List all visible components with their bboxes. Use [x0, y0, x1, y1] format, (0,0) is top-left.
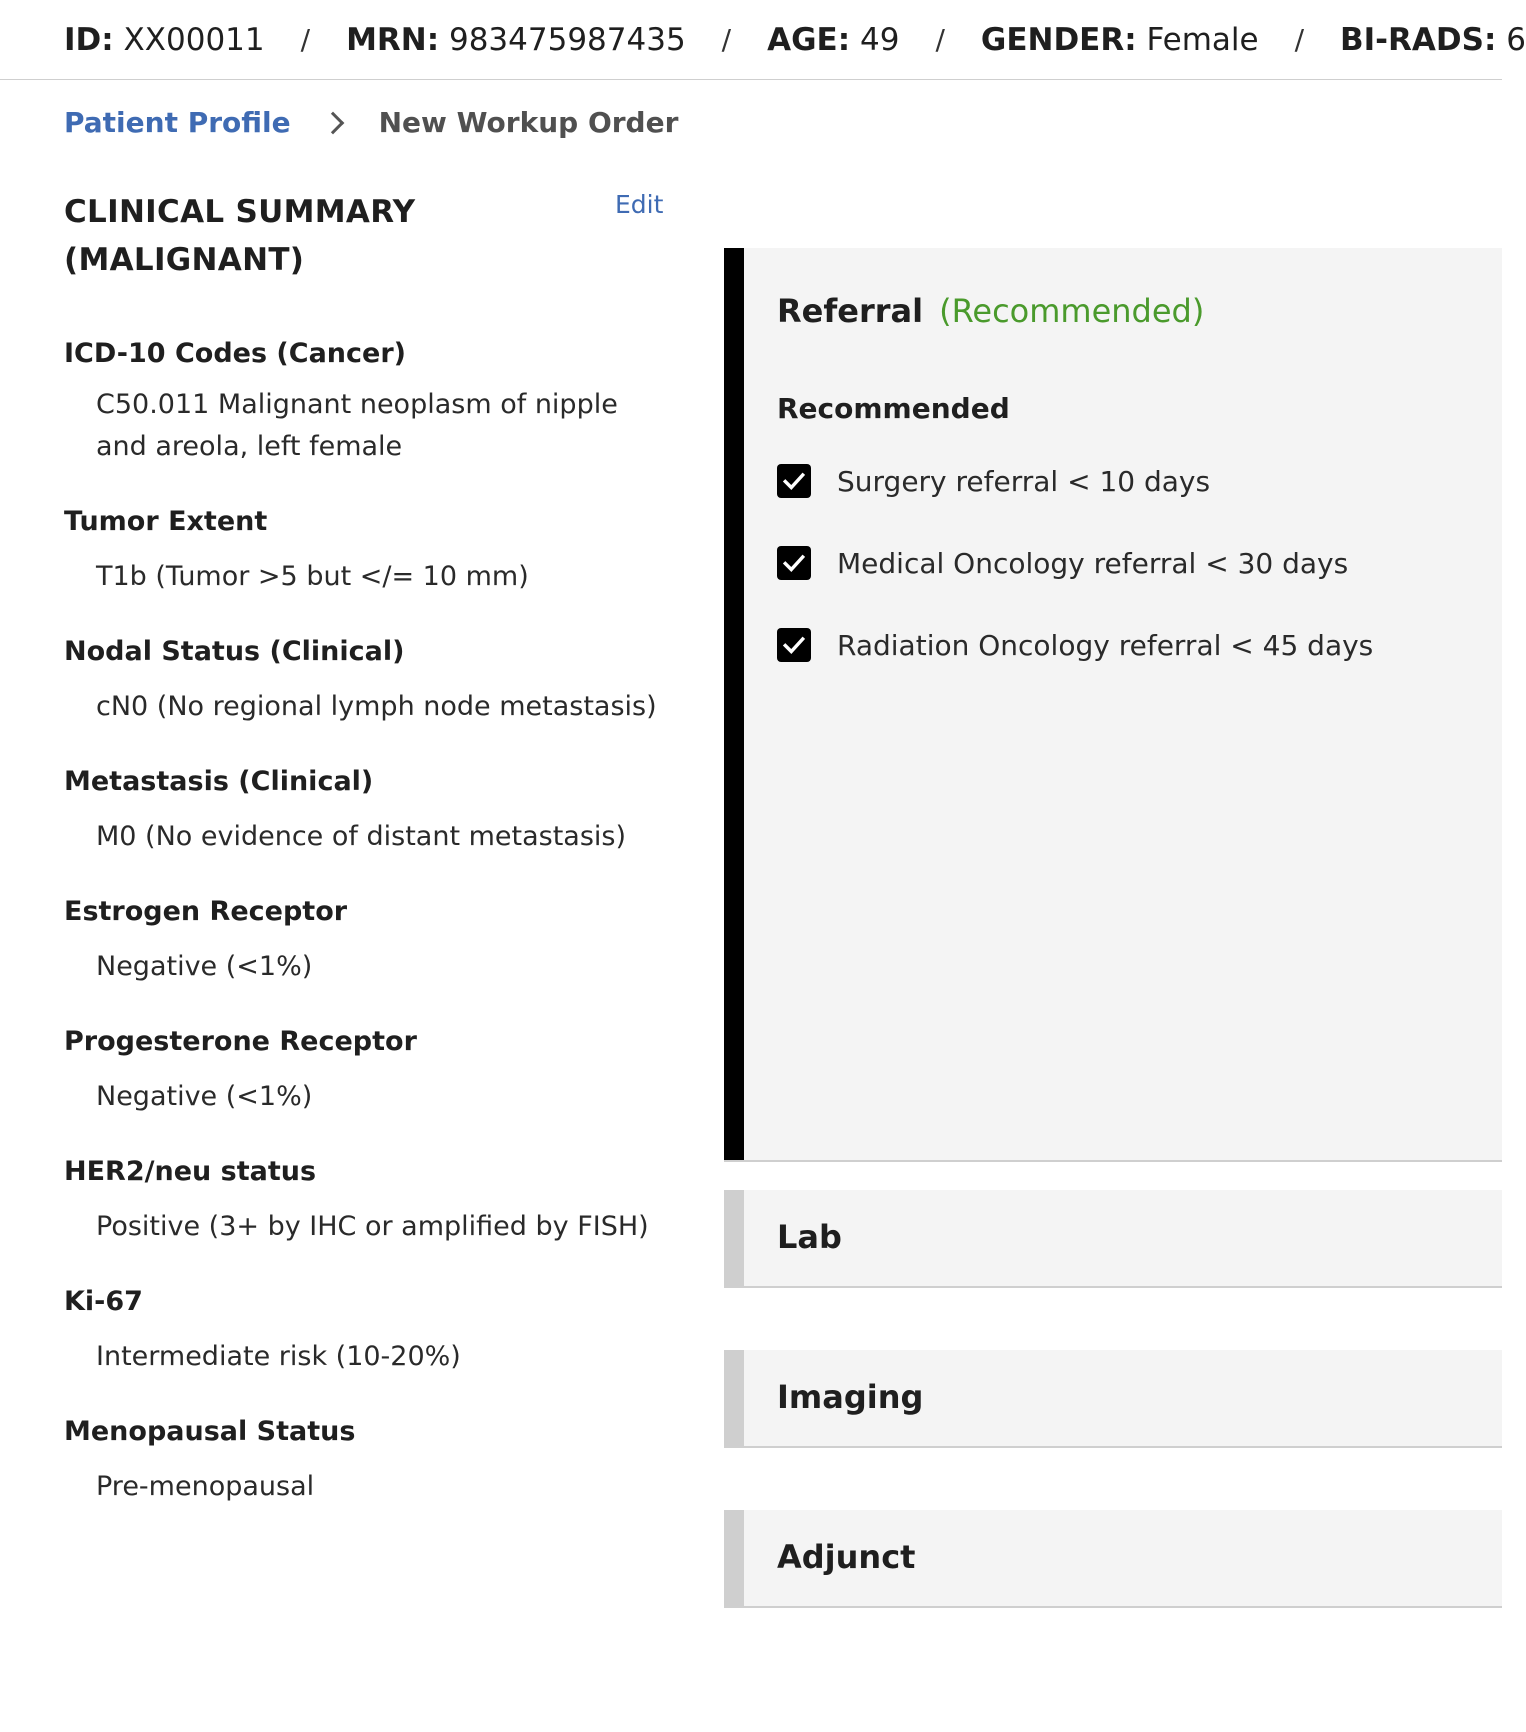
field-value: Negative (<1%) — [96, 1081, 313, 1112]
patient-id: ID: XX00011 — [64, 21, 265, 58]
checkbox-label: Medical Oncology referral < 30 days — [837, 546, 1349, 580]
summary-field-progesterone-receptor — [64, 1022, 672, 1118]
field-label: Ki-67 — [64, 1286, 143, 1317]
header-separator: / — [1294, 23, 1305, 56]
panel-bar — [724, 1190, 744, 1286]
imaging-panel-title[interactable]: Imaging — [777, 1378, 924, 1416]
checkbox-checked-icon[interactable] — [777, 628, 811, 662]
checkbox-label: Surgery referral < 10 days — [837, 464, 1211, 498]
summary-field-menopausal-status — [64, 1412, 672, 1508]
lab-panel[interactable] — [724, 1190, 1502, 1288]
field-label: ICD-10 Codes (Cancer) — [64, 338, 406, 369]
field-label: Metastasis (Clinical) — [64, 766, 374, 797]
summary-field-estrogen-receptor — [64, 892, 672, 988]
chevron-right-icon — [321, 111, 344, 134]
medical-oncology-referral-option[interactable] — [777, 546, 1348, 580]
summary-field-metastasis — [64, 762, 672, 858]
summary-field-tumor-extent — [64, 502, 672, 598]
field-label: Progesterone Receptor — [64, 1026, 417, 1057]
clinical-summary — [64, 188, 672, 1508]
field-value: Pre-menopausal — [96, 1471, 315, 1502]
imaging-panel[interactable] — [724, 1350, 1502, 1448]
edit-summary-link[interactable]: Edit — [615, 190, 664, 219]
field-value: Negative (<1%) — [96, 951, 313, 982]
field-value: cN0 (No regional lymph node metastasis) — [96, 691, 657, 722]
panel-bar — [724, 1510, 744, 1606]
checkbox-checked-icon[interactable] — [777, 546, 811, 580]
patient-header — [0, 0, 1526, 80]
field-value: Positive (3+ by IHC or amplified by FISH) — [96, 1211, 649, 1242]
patient-birads: BI-RADS: 6 — [1340, 21, 1526, 58]
surgery-referral-option[interactable] — [777, 464, 1210, 498]
checkbox-checked-icon[interactable] — [777, 464, 811, 498]
breadcrumb — [64, 106, 678, 139]
breadcrumb-current: New Workup Order — [378, 106, 679, 139]
field-value: T1b (Tumor >5 but </= 10 mm) — [96, 561, 529, 592]
field-value: M0 (No evidence of distant metastasis) — [96, 821, 627, 852]
field-label: Menopausal Status — [64, 1416, 356, 1447]
field-value: C50.011 Malignant neoplasm of nipple and areola, left female — [96, 389, 618, 462]
patient-age: AGE: 49 — [767, 21, 900, 58]
summary-field-nodal-status — [64, 632, 672, 728]
panel-bar — [724, 1350, 744, 1446]
referral-panel-title[interactable]: Referral (Recommended) — [777, 292, 1205, 330]
panel-active-bar — [724, 248, 744, 1160]
adjunct-panel[interactable] — [724, 1510, 1502, 1608]
adjunct-panel-title[interactable]: Adjunct — [777, 1538, 916, 1576]
lab-panel-title[interactable]: Lab — [777, 1218, 842, 1256]
field-label: Estrogen Receptor — [64, 896, 348, 927]
recommended-heading: Recommended — [777, 392, 1010, 425]
patient-gender: GENDER: Female — [980, 21, 1259, 58]
field-label: HER2/neu status — [64, 1156, 317, 1187]
breadcrumb-patient-profile-link[interactable]: Patient Profile — [64, 106, 291, 139]
summary-field-icd10 — [64, 334, 672, 468]
patient-mrn: MRN: 983475987435 — [346, 21, 686, 58]
recommended-tag: (Recommended) — [939, 292, 1205, 330]
summary-field-ki67 — [64, 1282, 672, 1378]
checkbox-label: Radiation Oncology referral < 45 days — [837, 628, 1374, 662]
radiation-oncology-referral-option[interactable] — [777, 628, 1373, 662]
clinical-summary-title: CLINICAL SUMMARY (MALIGNANT) — [64, 194, 416, 278]
field-label: Nodal Status (Clinical) — [64, 636, 405, 667]
referral-panel[interactable] — [724, 248, 1502, 1162]
field-value: Intermediate risk (10-20%) — [96, 1341, 461, 1372]
header-separator: / — [300, 23, 311, 56]
summary-field-her2 — [64, 1152, 672, 1248]
header-separator: / — [935, 23, 945, 56]
header-separator: / — [721, 23, 732, 56]
field-label: Tumor Extent — [64, 506, 268, 537]
